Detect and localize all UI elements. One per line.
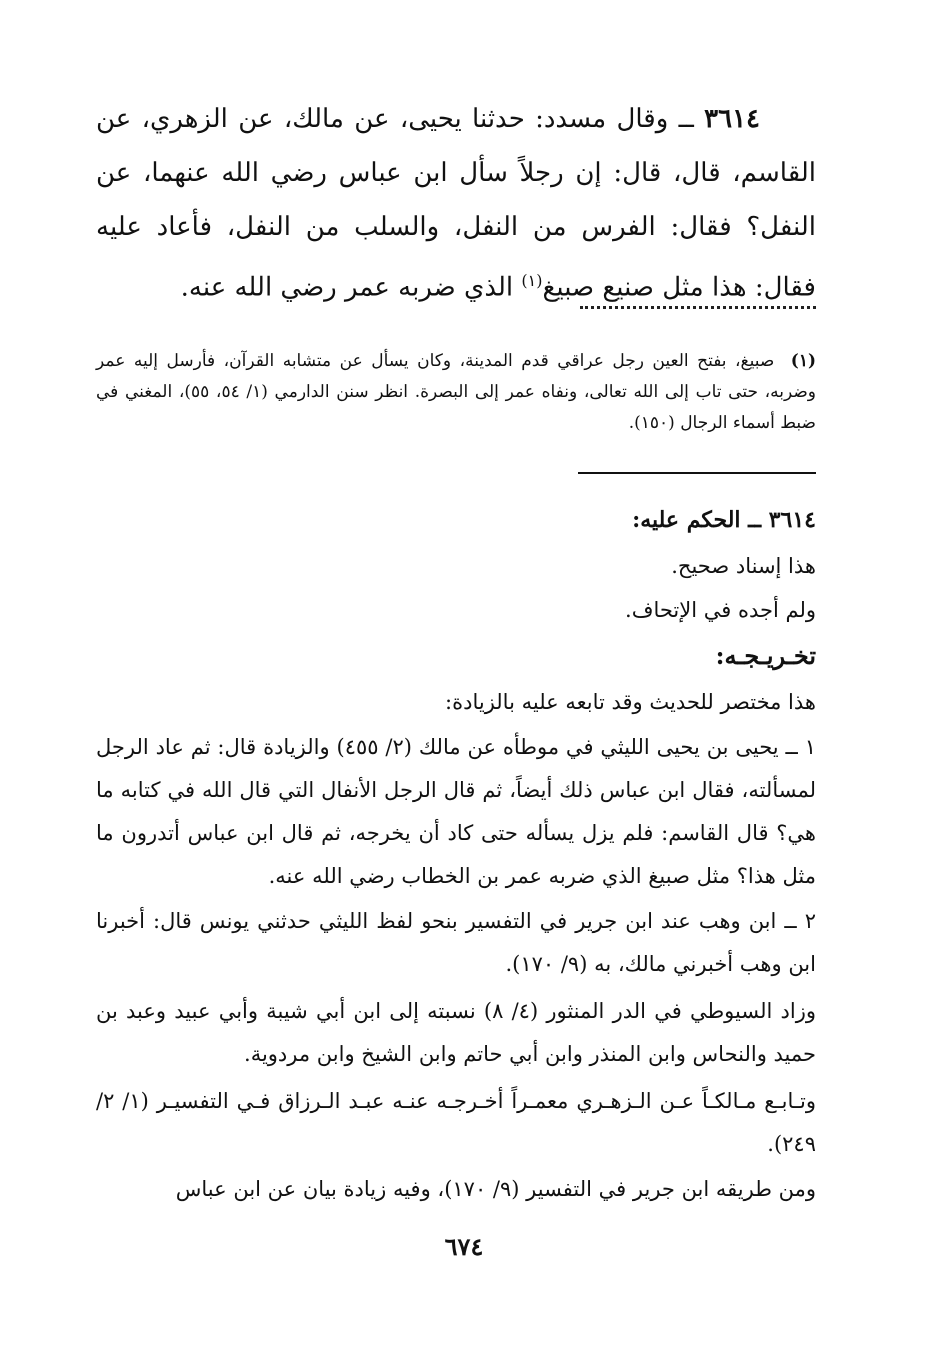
footnote xyxy=(96,346,816,439)
takhrij-heading: تخـريـجـه: xyxy=(715,641,816,670)
takhrij-paragraph-5: ومن طريقه ابن جرير في التفسير (٩/ ١٧٠)، وفيه زيادة بيان عن ابن عباس xyxy=(175,1177,816,1201)
takhrij-paragraph-4: وتـابـع مـالكـاً عـن الـزهـري معمـراً أخـرجـه عنـه عبـد الـرزاق فـي التفسيـر (١/ ٢/ ٢٤٩). xyxy=(96,1089,816,1156)
hadith-text xyxy=(96,92,816,315)
hadith-number: ٣٦١٤ xyxy=(704,104,761,134)
ruling-line-2: ولم أجده في الإتحاف. xyxy=(625,598,816,622)
hadith-paragraph xyxy=(96,92,816,315)
hadith-body: ــ وقال مسدد: حدثنا يحيى، عن مالك، عن الزهري، عن القاسم، قال، قال: إن رجلاً سأل ابن عباس رضي الله عنهما، عن النفل؟ فقال: الفرس من النفل، والسلب من النفل، فأعاد عليه فقال: هذا مثل صنيع صبيغ xyxy=(96,104,816,303)
page-number: ٦٧٤ xyxy=(444,1232,484,1261)
footnote-reference: (١) xyxy=(521,271,543,290)
takhrij-paragraph-1: ١ ــ يحيى بن يحيى الليثي في موطأه عن مالك (٢/ ٤٥٥) والزيادة قال: ثم عاد الرجل لمسألته، فقال ابن عباس ذلك أيضاً، ثم قال الرجل الأنفال التي قال الله في كتابه ما هي؟ قال القاسم: فلم يزل يسأله حتى كاد أن يخرجه، ثم قال ابن عباس أتدرون ما مثل هذا؟ مثل صبيغ الذي ضربه عمر بن الخطاب رضي الله عنه. xyxy=(96,735,816,888)
section-divider-line xyxy=(578,472,816,474)
hadith-body-end: الذي ضربه عمر رضي الله عنه. xyxy=(180,272,514,303)
footnote-separator-dots xyxy=(580,306,816,309)
takhrij-paragraph-2: ٢ ــ ابن وهب عند ابن جرير في التفسير بنحو لفظ الليثي حدثني يونس قال: أخبرنا ابن وهب أخبرني مالك، به (٩/ ١٧٠). xyxy=(96,909,816,976)
takhrij-intro: هذا مختصر للحديث وقد تابعه عليه بالزيادة: xyxy=(445,690,816,714)
footnote-text: صبيغ، بفتح العين رجل عراقي قدم المدينة، وكان يسأل عن متشابه القرآن، فأرسل إليه عمر وضربه، حتى تاب إلى الله تعالى، ونفاه عمر إلى البصرة. انظر سنن الدارمي (١/ ٥٤، ٥٥)، المغني في ضبط أسماء الرجال (١٥٠). xyxy=(96,351,816,433)
ruling-heading: ٣٦١٤ ــ الحكم عليه: xyxy=(632,507,816,533)
ruling-line-1: هذا إسناد صحيح. xyxy=(671,554,816,578)
takhrij-paragraph-3: وزاد السيوطي في الدر المنثور (٤/ ٨) نسبته إلى ابن أبي شيبة وأبي عبيد وعبد بن حميد والنحاس وابن المنذر وابن أبي حاتم وابن الشيخ وابن مردوية. xyxy=(96,999,816,1066)
footnote-number: (١) xyxy=(790,351,816,371)
